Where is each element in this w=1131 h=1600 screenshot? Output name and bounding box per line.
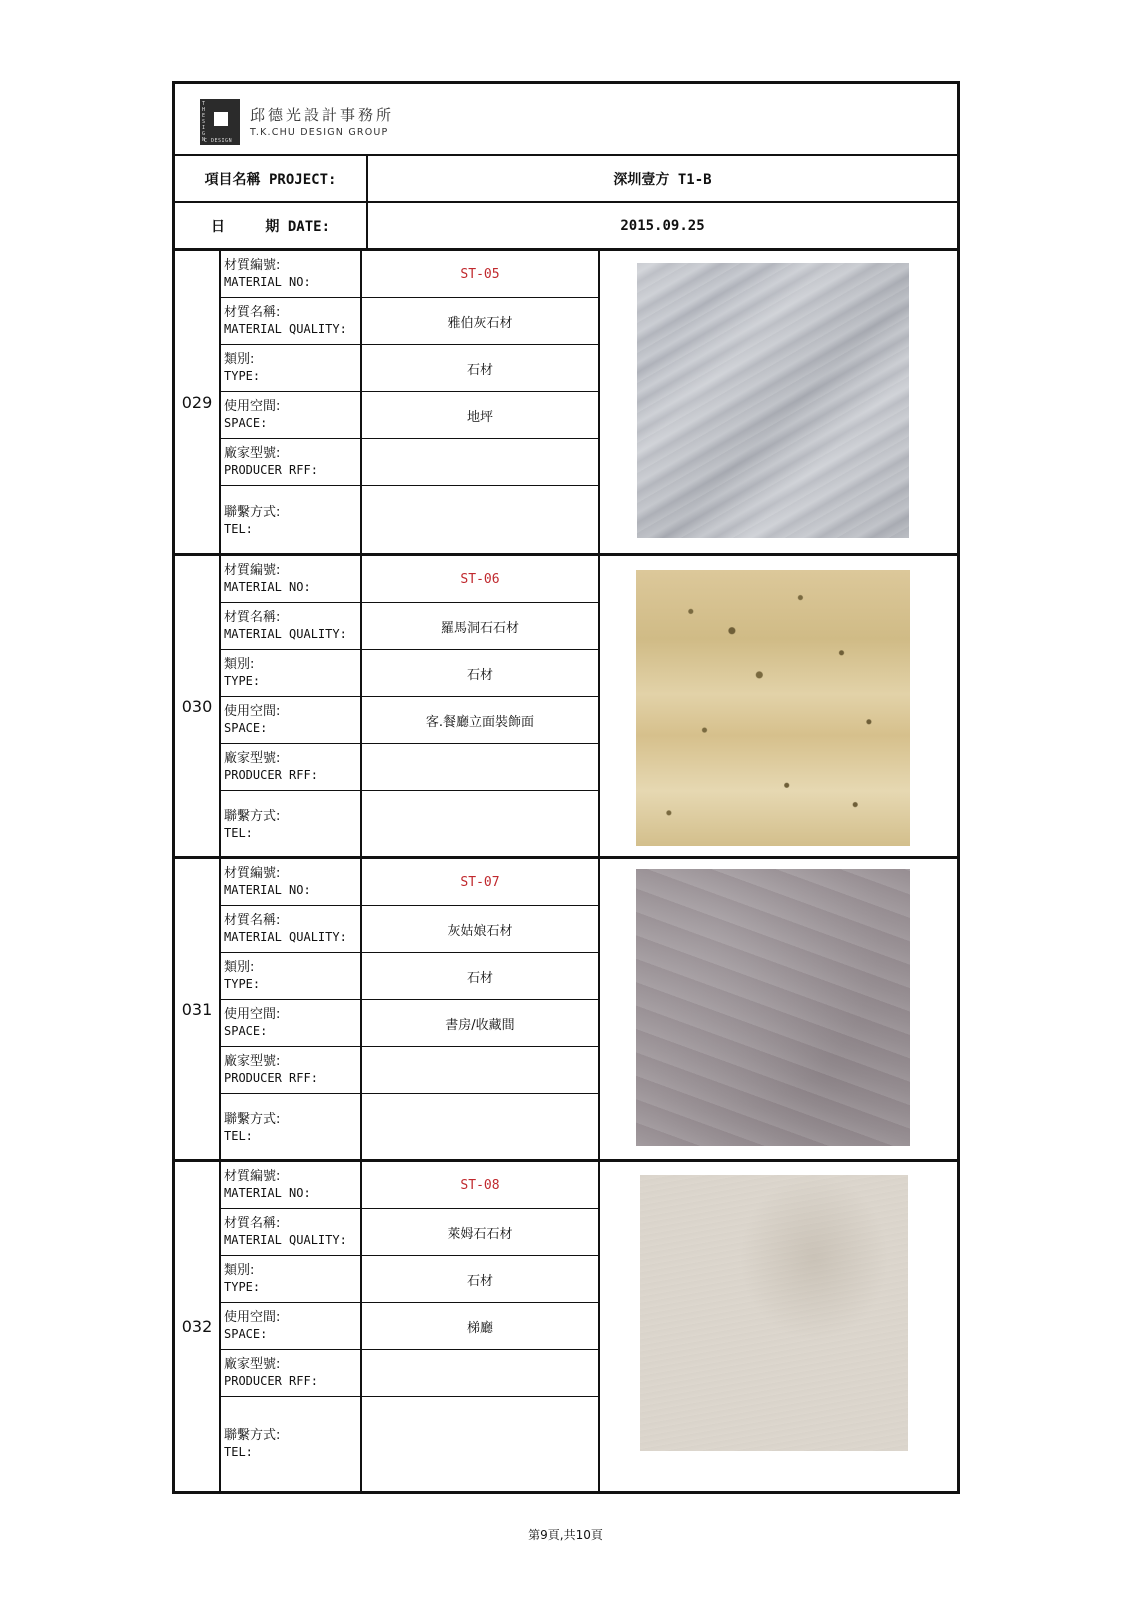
material-index: 030 [175,556,221,856]
tel-label-en: TEL: [224,522,253,536]
grey-marble-swatch [637,263,909,538]
material-tel [362,1397,598,1491]
material-no-label-en: MATERIAL NO: [224,580,311,594]
material-no-row [221,251,598,298]
material-quality: 羅馬洞石石材 [440,620,519,636]
type-label-en: TYPE: [224,369,261,383]
swatch-area [600,251,957,553]
space-row [221,697,598,744]
space-label-en: SPACE: [224,416,268,430]
producer-label-zh: 廠家型號: [224,751,281,766]
material-producer [362,1350,598,1396]
tel-label-en: TEL: [224,826,253,840]
limestone-swatch [640,1175,908,1451]
date-row [175,203,957,251]
mauve-marble-swatch [636,869,910,1146]
material-quality: 萊姆石石材 [447,1226,513,1242]
tel-row [221,1094,598,1162]
type-label-zh: 類別: [224,1263,255,1278]
space-label-zh: 使用空間: [224,399,281,414]
material-no-label-zh: 材質編號: [224,866,281,881]
material-quality: 雅伯灰石材 [447,315,513,331]
space-label-en: SPACE: [224,1024,268,1038]
date-value: 2015.09.25 [620,217,705,234]
tel-label-en: TEL: [224,1445,253,1459]
tel-label-zh: 聯繫方式: [224,809,281,824]
material-no-row [221,859,598,906]
material-block [175,1162,957,1491]
producer-row [221,439,598,486]
material-space: 地坪 [466,409,493,425]
quality-label-zh: 材質名稱: [224,305,281,320]
type-label-zh: 類別: [224,657,255,672]
tel-row [221,486,598,556]
material-index: 032 [175,1162,221,1491]
type-row [221,1256,598,1303]
producer-label-zh: 廠家型號: [224,1054,281,1069]
producer-label-en: PRODUCER RFF: [224,1374,318,1388]
material-code: ST-06 [460,571,500,587]
material-code: ST-07 [460,874,500,890]
type-label-en: TYPE: [224,674,261,688]
material-block [175,859,957,1162]
material-no-label-zh: 材質編號: [224,1169,281,1184]
material-index: 031 [175,859,221,1159]
space-label-zh: 使用空間: [224,1007,281,1022]
material-space: 梯廳 [466,1320,493,1336]
material-quality: 灰姑娘石材 [447,923,513,939]
material-type: 石材 [466,1273,493,1289]
quality-label-en: MATERIAL QUALITY: [224,627,347,641]
material-type: 石材 [466,667,493,683]
material-no-row [221,1162,598,1209]
producer-label-zh: 廠家型號: [224,1357,281,1372]
quality-label-en: MATERIAL QUALITY: [224,1233,347,1247]
swatch-area [600,1162,957,1491]
page-number: 第9頁,共10頁 [528,1528,603,1542]
swatch-area [600,556,957,856]
material-space: 客.餐廳立面裝飾面 [425,714,535,730]
material-no-label-zh: 材質編號: [224,258,281,273]
date-label-b: 期 DATE: [265,218,330,235]
quality-label-zh: 材質名稱: [224,913,281,928]
material-producer [362,1047,598,1093]
material-space: 書房/收藏間 [445,1017,515,1033]
producer-label-en: PRODUCER RFF: [224,768,318,782]
tel-row [221,1397,598,1491]
tel-row [221,791,598,859]
type-label-zh: 類別: [224,960,255,975]
material-fields [221,556,600,856]
type-row [221,345,598,392]
material-code: ST-05 [460,266,500,282]
producer-label-en: PRODUCER RFF: [224,1071,318,1085]
material-producer [362,744,598,790]
project-value: 深圳壹方 T1-B [613,171,712,188]
space-row [221,392,598,439]
producer-label-zh: 廠家型號: [224,446,281,461]
date-label [175,203,368,248]
space-label-en: SPACE: [224,721,268,735]
quality-label-zh: 材質名稱: [224,610,281,625]
material-no-row [221,556,598,603]
swatch-area [600,859,957,1159]
material-block [175,251,957,556]
type-label-en: TYPE: [224,1280,261,1294]
material-code: ST-08 [460,1177,500,1193]
company-logo-icon [200,99,240,145]
material-tel [362,486,598,556]
quality-label-zh: 材質名稱: [224,1216,281,1231]
space-row [221,1000,598,1047]
logo-vertical-text: THESIGN [202,101,206,143]
material-fields [221,859,600,1159]
material-no-label-en: MATERIAL NO: [224,883,311,897]
material-fields [221,1162,600,1491]
material-quality-row [221,298,598,345]
material-quality-row [221,906,598,953]
producer-row [221,744,598,791]
material-index: 029 [175,251,221,553]
producer-row [221,1047,598,1094]
tel-label-en: TEL: [224,1129,253,1143]
project-label: 項目名稱 PROJECT: [175,156,368,201]
material-block [175,556,957,859]
type-label-zh: 類別: [224,352,255,367]
tel-label-zh: 聯繫方式: [224,1428,281,1443]
type-row [221,953,598,1000]
tel-label-zh: 聯繫方式: [224,505,281,520]
space-label-en: SPACE: [224,1327,268,1341]
material-no-label-en: MATERIAL NO: [224,1186,311,1200]
material-no-label-en: MATERIAL NO: [224,275,311,289]
space-label-zh: 使用空間: [224,1310,281,1325]
quality-label-en: MATERIAL QUALITY: [224,930,347,944]
type-row [221,650,598,697]
material-quality-row [221,603,598,650]
material-type: 石材 [466,970,493,986]
material-quality-row [221,1209,598,1256]
material-type: 石材 [466,362,493,378]
tel-label-zh: 聯繫方式: [224,1112,281,1127]
travertine-swatch [636,570,910,846]
material-tel [362,791,598,859]
producer-row [221,1350,598,1397]
type-label-en: TYPE: [224,977,261,991]
project-row [175,156,957,203]
material-producer [362,439,598,485]
quality-label-en: MATERIAL QUALITY: [224,322,347,336]
producer-label-en: PRODUCER RFF: [224,463,318,477]
space-row [221,1303,598,1350]
material-fields [221,251,600,553]
company-name-cn: 邱德光設計事務所 [250,106,395,124]
material-no-label-zh: 材質編號: [224,563,281,578]
material-sheet [172,81,960,1494]
logo-row [175,84,957,156]
space-label-zh: 使用空間: [224,704,281,719]
company-name-en: T.K.CHU DESIGN GROUP [250,127,389,138]
logo-design-text: C DESIGN [204,138,233,144]
material-tel [362,1094,598,1162]
date-label-a: 日 [211,218,225,235]
